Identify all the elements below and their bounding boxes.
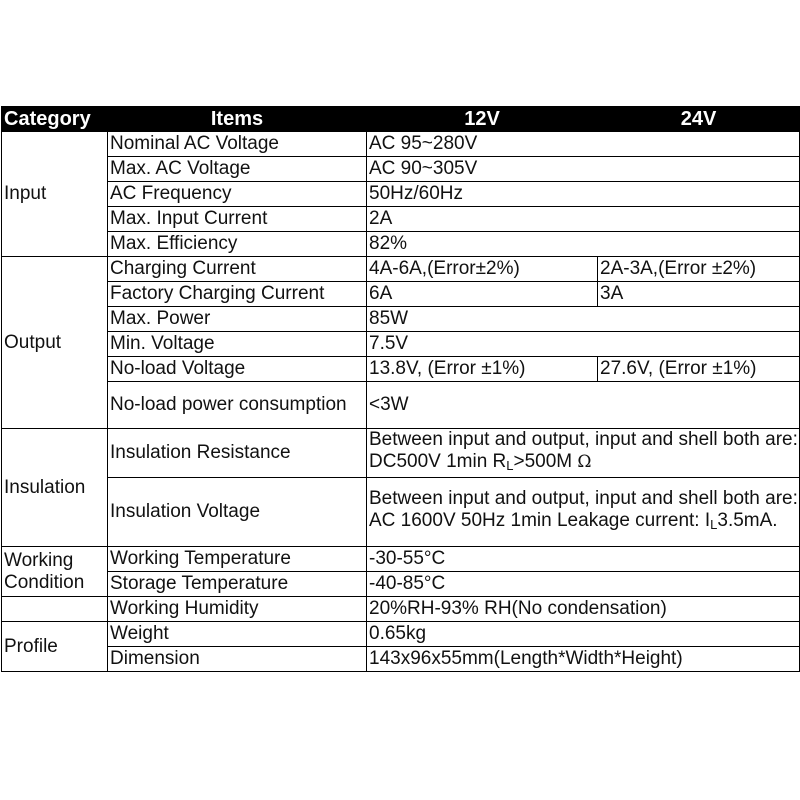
header-row bbox=[2, 107, 800, 132]
item-cell: No-load Voltage bbox=[108, 357, 367, 382]
value-cell: <3W bbox=[367, 382, 800, 429]
value-cell: -30-55°C bbox=[367, 547, 800, 572]
item-cell: Factory Charging Current bbox=[108, 282, 367, 307]
item-cell: No-load power consumption bbox=[108, 382, 367, 429]
spec-table bbox=[1, 106, 800, 672]
value-24v-cell: 3A bbox=[598, 282, 800, 307]
table-row bbox=[2, 429, 800, 478]
item-cell: Nominal AC Voltage bbox=[108, 132, 367, 157]
value-12v-cell: 13.8V, (Error ±1%) bbox=[367, 357, 598, 382]
header-category: Category bbox=[2, 107, 108, 132]
table-row bbox=[2, 382, 800, 429]
value-24v-cell: 27.6V, (Error ±1%) bbox=[598, 357, 800, 382]
table-row bbox=[2, 257, 800, 282]
item-cell: Charging Current bbox=[108, 257, 367, 282]
table-row bbox=[2, 157, 800, 182]
category-working-condition: Working Condition bbox=[2, 547, 108, 597]
table-row bbox=[2, 357, 800, 382]
value-cell: 85W bbox=[367, 307, 800, 332]
value-24v-cell: 2A-3A,(Error ±2%) bbox=[598, 257, 800, 282]
item-cell: Dimension bbox=[108, 647, 367, 672]
value-text: >500M bbox=[513, 451, 573, 472]
header-items: Items bbox=[108, 107, 367, 132]
value-cell: 82% bbox=[367, 232, 800, 257]
table-row bbox=[2, 647, 800, 672]
item-cell: AC Frequency bbox=[108, 182, 367, 207]
item-cell: Min. Voltage bbox=[108, 332, 367, 357]
subscript: L bbox=[506, 458, 514, 473]
table-row bbox=[2, 182, 800, 207]
table-row bbox=[2, 132, 800, 157]
table-row bbox=[2, 597, 800, 622]
value-text: Between input and output, input and shell both are: AC 1600V 50Hz 1min Leakage current: I bbox=[369, 488, 798, 531]
subscript: L bbox=[710, 517, 718, 532]
value-cell bbox=[367, 429, 800, 478]
item-cell: Max. Input Current bbox=[108, 207, 367, 232]
value-cell: 20%RH-93% RH(No condensation) bbox=[367, 597, 800, 622]
value-cell: AC 95~280V bbox=[367, 132, 800, 157]
category-output: Output bbox=[2, 257, 108, 429]
item-cell: Weight bbox=[108, 622, 367, 647]
category-profile: Profile bbox=[2, 622, 108, 672]
table-row bbox=[2, 478, 800, 547]
value-12v-cell: 4A-6A,(Error±2%) bbox=[367, 257, 598, 282]
table-row bbox=[2, 232, 800, 257]
item-cell: Max. AC Voltage bbox=[108, 157, 367, 182]
category-empty bbox=[2, 597, 108, 622]
table-row bbox=[2, 207, 800, 232]
value-text: 3.5mA. bbox=[717, 510, 778, 531]
value-cell: 7.5V bbox=[367, 332, 800, 357]
value-cell: AC 90~305V bbox=[367, 157, 800, 182]
table-row bbox=[2, 622, 800, 647]
item-cell: Insulation Resistance bbox=[108, 429, 367, 478]
item-cell: Working Temperature bbox=[108, 547, 367, 572]
table-row bbox=[2, 307, 800, 332]
table-row bbox=[2, 547, 800, 572]
table-row bbox=[2, 282, 800, 307]
item-cell: Storage Temperature bbox=[108, 572, 367, 597]
value-cell: -40-85°C bbox=[367, 572, 800, 597]
value-cell: 0.65kg bbox=[367, 622, 800, 647]
item-cell: Insulation Voltage bbox=[108, 478, 367, 547]
ohm-symbol: Ω bbox=[577, 452, 592, 472]
value-cell bbox=[367, 478, 800, 547]
table-row bbox=[2, 572, 800, 597]
header-12v: 12V bbox=[367, 107, 598, 132]
category-insulation: Insulation bbox=[2, 429, 108, 547]
value-text: Between input and output, input and shell both are: DC500V 1min R bbox=[369, 429, 798, 472]
item-cell: Working Humidity bbox=[108, 597, 367, 622]
value-cell: 50Hz/60Hz bbox=[367, 182, 800, 207]
table-row bbox=[2, 332, 800, 357]
value-cell: 2A bbox=[367, 207, 800, 232]
item-cell: Max. Efficiency bbox=[108, 232, 367, 257]
value-12v-cell: 6A bbox=[367, 282, 598, 307]
header-24v: 24V bbox=[598, 107, 800, 132]
value-cell: 143x96x55mm(Length*Width*Height) bbox=[367, 647, 800, 672]
category-input: Input bbox=[2, 132, 108, 257]
item-cell: Max. Power bbox=[108, 307, 367, 332]
